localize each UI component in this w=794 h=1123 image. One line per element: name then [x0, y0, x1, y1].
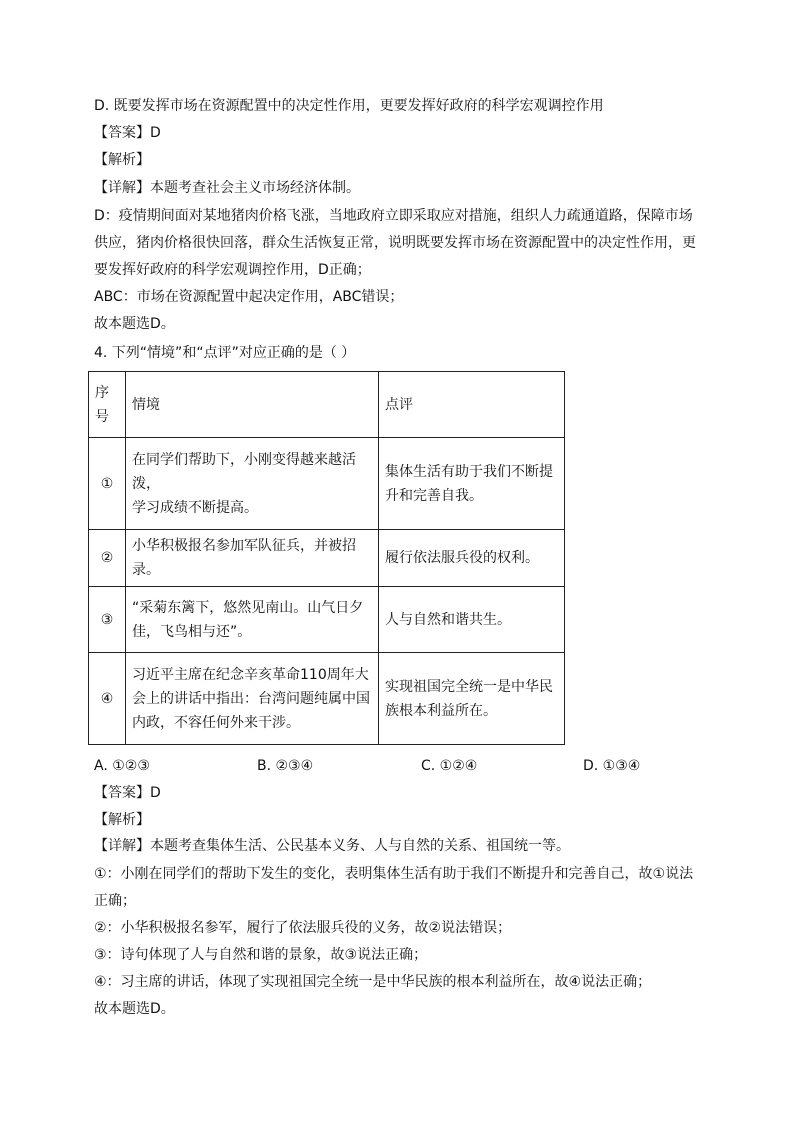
header-comment: 点评 [379, 372, 565, 438]
header-number: 序 号 [89, 372, 126, 438]
conclusion: 故本题选D。 [94, 316, 175, 332]
choice-a: A. ①②③ [94, 758, 150, 774]
explanation-1-line1: ①：小刚在同学们的帮助下发生的变化，表明集体生活有助于我们不断提升和完善自己，故①说法 [94, 866, 694, 882]
choice-d: D. ①③④ [583, 758, 641, 774]
analysis-label: 【解析】 [94, 152, 150, 168]
row-scenario: 习近平主席在纪念辛亥革命110周年大 会上的讲话中指出：台湾问题纯属中国 内政，不容任何外来干涉。 [126, 653, 379, 745]
answer-label: 【答案】D [94, 785, 161, 801]
detail-abc: ABC：市场在资源配置中起决定作用，ABC错误； [94, 289, 404, 305]
table-row [89, 587, 565, 653]
analysis-label: 【解析】 [94, 812, 150, 828]
explanation-4: ④：习主席的讲话，体现了实现祖国完全统一是中华民族的根本利益所在，故④说法正确； [94, 974, 652, 990]
explanation-1-line2: 正确； [94, 893, 136, 909]
row-number: ③ [89, 587, 126, 653]
detail-d-line2: 供应，猪肉价格很快回落，群众生活恢复正常，说明既要发挥市场在资源配置中的决定性作用，更 [94, 235, 696, 251]
header-scenario: 情境 [126, 372, 379, 438]
row-number: ② [89, 530, 126, 587]
option-d-text: D. 既要发挥市场在资源配置中的决定性作用，更要发挥好政府的科学宏观调控作用 [94, 98, 604, 114]
row-comment: 履行依法服兵役的权利。 [379, 530, 565, 587]
detail-d-line1: D：疫情期间面对某地猪肉价格飞涨，当地政府立即采取应对措施，组织人力疏通道路，保障市场 [94, 208, 693, 224]
row-number: ① [89, 438, 126, 530]
explanation-3: ③：诗句体现了人与自然和谐的景象，故③说法正确； [94, 947, 428, 963]
detail-d-line3: 要发挥好政府的科学宏观调控作用，D正确； [94, 262, 371, 278]
detail-intro: 【详解】本题考查社会主义市场经济体制。 [94, 180, 360, 196]
row-comment: 人与自然和谐共生。 [379, 587, 565, 653]
table-header-row [89, 372, 565, 438]
conclusion: 故本题选D。 [94, 1001, 175, 1017]
choice-b: B. ②③④ [257, 758, 314, 774]
row-scenario: 在同学们帮助下，小刚变得越来越活泼， 学习成绩不断提高。 [126, 438, 379, 530]
row-number: ④ [89, 653, 126, 745]
row-scenario: 小华积极报名参加军队征兵，并被招录。 [126, 530, 379, 587]
row-comment: 集体生活有助于我们不断提 升和完善自我。 [379, 438, 565, 530]
table-row [89, 438, 565, 530]
answer-label: 【答案】D [94, 125, 161, 141]
choice-c: C. ①②④ [421, 758, 478, 774]
question-4-stem: 4. 下列“情境”和“点评”对应正确的是（ ） [94, 345, 356, 361]
table-row [89, 653, 565, 745]
scenario-table [88, 371, 565, 745]
row-scenario: “采菊东篱下，悠然见南山。山气日夕 佳，飞鸟相与还”。 [126, 587, 379, 653]
explanation-2: ②：小华积极报名参军，履行了依法服兵役的义务，故②说法错误； [94, 920, 512, 936]
detail-intro: 【详解】本题考查集体生活、公民基本义务、人与自然的关系、祖国统一等。 [94, 838, 570, 854]
row-comment: 实现祖国完全统一是中华民 族根本利益所在。 [379, 653, 565, 745]
table-row [89, 530, 565, 587]
